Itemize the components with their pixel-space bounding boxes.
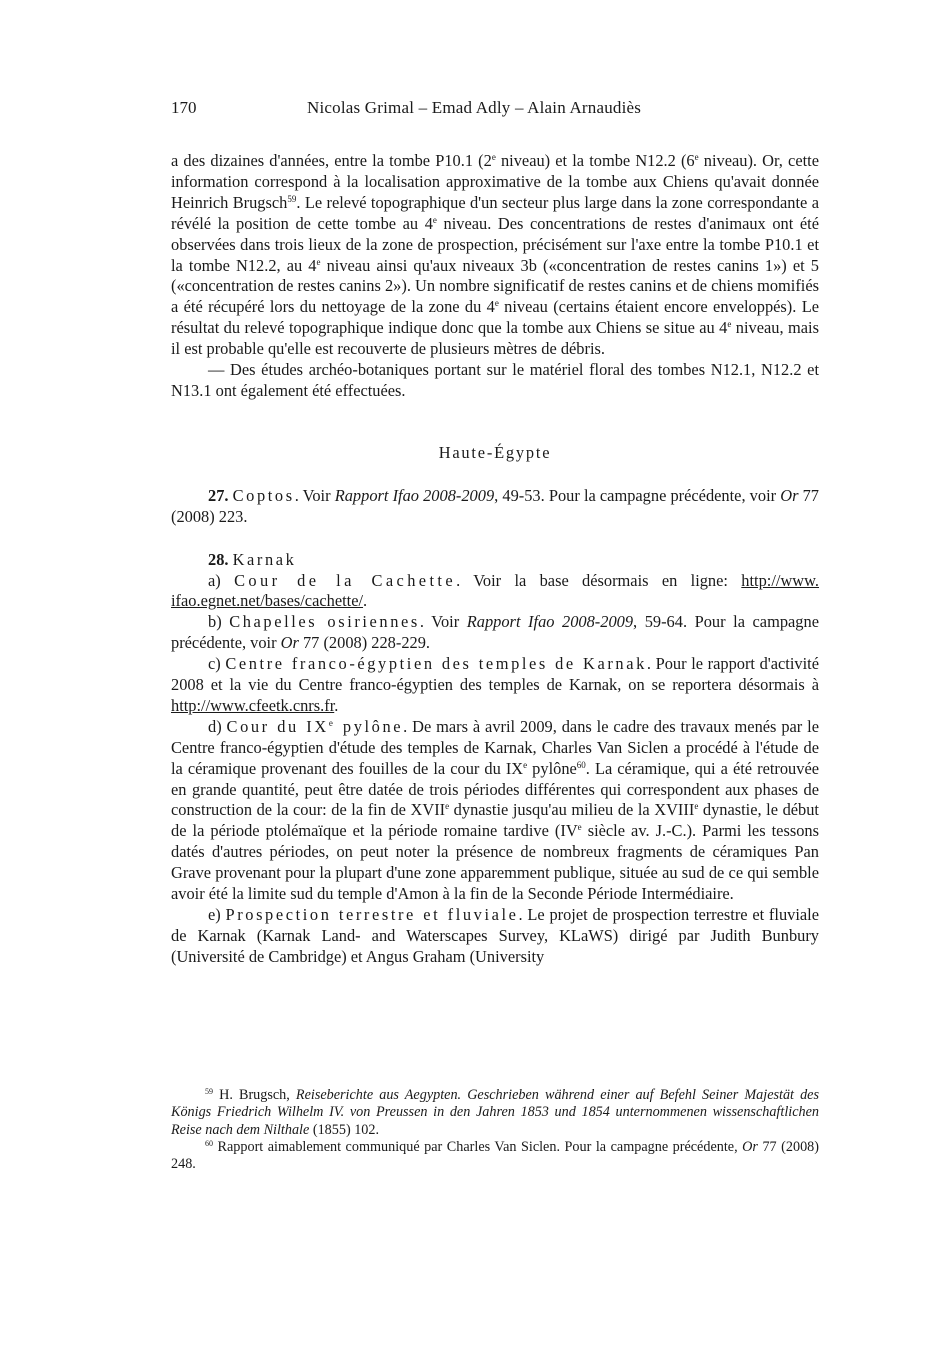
superscript: e xyxy=(577,822,582,833)
text-run: . xyxy=(334,695,339,715)
cachette-link[interactable]: http://www. ifao.egnet.net/bases/cachette/ xyxy=(171,570,819,611)
journal-abbrev: Or xyxy=(280,633,299,653)
entry-28-karnak xyxy=(171,550,819,571)
text-run: niveau) et la tombe N12.2 (6 xyxy=(495,151,695,170)
text-run: H. Brugsch, xyxy=(213,1087,296,1103)
text-run: . xyxy=(363,591,368,611)
footnote-number: 59 xyxy=(205,1087,213,1096)
entry-28d xyxy=(171,717,819,905)
text-run: . Voir xyxy=(294,485,335,505)
footnote-60 xyxy=(171,1139,819,1174)
journal-abbrev: Or xyxy=(742,1138,758,1155)
superscript: e xyxy=(523,759,528,770)
text-run: 77 (2008) 223. xyxy=(171,485,819,526)
text-run: a des dizaines d'années, entre la tombe P10.1 (2 xyxy=(171,151,492,170)
paragraph-archeo-botaniques: — Des études archéo-botaniques portant sur le matériel floral des tombes N12.1, N12.2 et N13.1 ont également été effectuées. xyxy=(171,360,819,400)
main-text xyxy=(171,151,819,968)
text-run: 77 (2008) 248. xyxy=(171,1138,819,1173)
text-run: dynastie jusqu'au milieu de la XVIII xyxy=(449,800,695,820)
text-run: dynastie, le début de la période ptolémaïque et la période romaine tardive (IV xyxy=(171,800,819,841)
text-run: . Voir xyxy=(419,612,467,632)
footnote-number: 60 xyxy=(205,1138,213,1148)
item-label: a) xyxy=(208,570,235,590)
item-label: b) xyxy=(208,612,230,632)
paragraph-tombe-aux-chiens xyxy=(171,151,819,360)
text-run: . La céramique, qui a été retrouvée en grande quantité, peut être datée de trois périodes différentes qui correspondent aux phases de construction de la cour: de la fin de XVII xyxy=(171,758,819,820)
footnote-59 xyxy=(171,1087,819,1139)
text-run: niveau ainsi qu'aux niveaux 3b («concentration de restes canins 1») et 5 («concentration de restes canins 2»). Un nombre significatif de restes canins et de chiens momifiés a été récupéré lors du nettoyage de la zone du 4 xyxy=(171,255,819,317)
item-title: Cour de la Cachette xyxy=(234,570,457,590)
journal-abbrev: Or xyxy=(780,485,799,505)
text-run: (1855) 102. xyxy=(309,1121,380,1138)
item-label: d) xyxy=(208,716,227,736)
item-title: Chapelles osiriennes xyxy=(229,612,420,632)
superscript: e xyxy=(727,319,732,330)
section-heading: Haute-Égypte xyxy=(438,442,552,462)
text-run: pylône xyxy=(335,716,404,736)
text-run: pylône xyxy=(527,758,577,778)
superscript: e xyxy=(494,298,499,309)
page-number: 170 xyxy=(171,98,197,117)
superscript: e xyxy=(445,801,450,812)
footnotes xyxy=(171,1087,819,1173)
journal-title: Rapport Ifao 2008-2009 xyxy=(334,485,495,505)
superscript: e xyxy=(694,152,699,162)
item-title xyxy=(227,717,404,736)
entry-title: Karnak xyxy=(232,549,297,569)
text-run: niveau. Des concentrations de restes d'animaux ont été observées dans trois lieux de la zone de prospection, précisément sur l'axe entre la tombe P10.1 et la tombe N12.2, au 4 xyxy=(171,213,819,275)
item-label: c) xyxy=(208,654,226,674)
entry-28b xyxy=(171,612,819,654)
text-run: . Pour le rapport d'activité 2008 et la vie du Centre franco-égyptien des temples de Karnak, on se reportera désormais à xyxy=(171,654,819,695)
entry-number: 27. xyxy=(208,485,229,505)
footnote-ref-60[interactable]: 60 xyxy=(576,759,586,770)
superscript: e xyxy=(432,214,437,225)
item-title: Centre franco-égyptien des temples de Karnak xyxy=(225,654,647,674)
text-run: 77 (2008) 228-229. xyxy=(298,633,430,653)
item-label: e) xyxy=(208,905,226,924)
text-run: siècle av. J.-C.). Parmi les tessons datés d'autres périodes, on peut noter la présence de nombreux fragments de céramiques Pan Grave provenant pour la plupart d'une zone apparemment publique, située au sud de ce qui semble avoir été la limite sud du temple d'Amon à la fin de la Seconde Période Intermédiaire. xyxy=(171,821,819,904)
text-run: . Le relevé topographique d'un secteur plus large dans la zone correspondante a révélé la position de cette tombe au 4 xyxy=(171,192,819,233)
text-run: , 49-53. Pour la campagne précédente, voir xyxy=(494,485,781,505)
text-run: niveau (certains étaient encore enveloppés). Le résultat du relevé topographique indique donc que la tombe aux Chiens se situe au 4 xyxy=(171,297,819,338)
text-run: Cour du IX xyxy=(226,716,329,736)
journal-title: Rapport Ifao 2008-2009 xyxy=(466,612,634,632)
entry-28c xyxy=(171,654,819,717)
entry-28e xyxy=(171,905,819,968)
superscript: e xyxy=(694,801,699,812)
cfeetk-link[interactable]: http://www.cfeetk.cnrs.fr xyxy=(171,695,335,715)
text-run: . Voir la base désormais en ligne: xyxy=(456,570,742,590)
entry-title: Coptos xyxy=(232,485,295,505)
book-title: Reiseberichte aus Aegypten. Geschrieben während einer auf Befehl Seiner Majestät des Königs Friedrich Wilhelm IV. von Preussen in den Jahren 1853 und 1854 unternommenen wissenschaftlichen Reise nach dem Nilthale xyxy=(171,1087,819,1138)
item-title: Prospection terrestre et fluviale xyxy=(225,905,519,924)
text-run: . Le projet de prospection terrestre et fluviale de Karnak (Karnak Land- and Waterscapes Survey, KLaWS) dirigé par Judith Bunbury (Université de Cambridge) et Angus Graham (University xyxy=(171,905,819,966)
entry-28a xyxy=(171,571,819,613)
entry-27-coptos xyxy=(171,486,819,528)
superscript: e xyxy=(328,717,336,728)
text-run: niveau, mais il est probable qu'elle est recouverte de plusieurs mètres de débris. xyxy=(171,318,819,359)
superscript: e xyxy=(316,256,321,267)
page-header xyxy=(171,98,821,124)
running-title: Nicolas Grimal – Emad Adly – Alain Arnaudiès xyxy=(307,98,642,117)
text-run: , 59-64. Pour la campagne précédente, voir xyxy=(171,612,819,653)
text-run: . De mars à avril 2009, dans le cadre des travaux menés par le Centre franco-égyptien d'étude des temples de Karnak, Charles Van Siclen a procédé à l'étude de la céramique provenant des fouilles de la cour du IX xyxy=(171,716,819,778)
footnote-ref-59[interactable]: 59 xyxy=(287,193,297,204)
text-run: niveau). Or, cette information correspond à la localisation approximative de la tombe aux Chiens qu'avait donnée Heinrich Brugsch xyxy=(171,151,819,212)
entry-number: 28. xyxy=(208,549,229,569)
text-run: Rapport aimablement communiqué par Charles Van Siclen. Pour la campagne précédente, xyxy=(213,1138,743,1155)
superscript: e xyxy=(491,152,496,162)
